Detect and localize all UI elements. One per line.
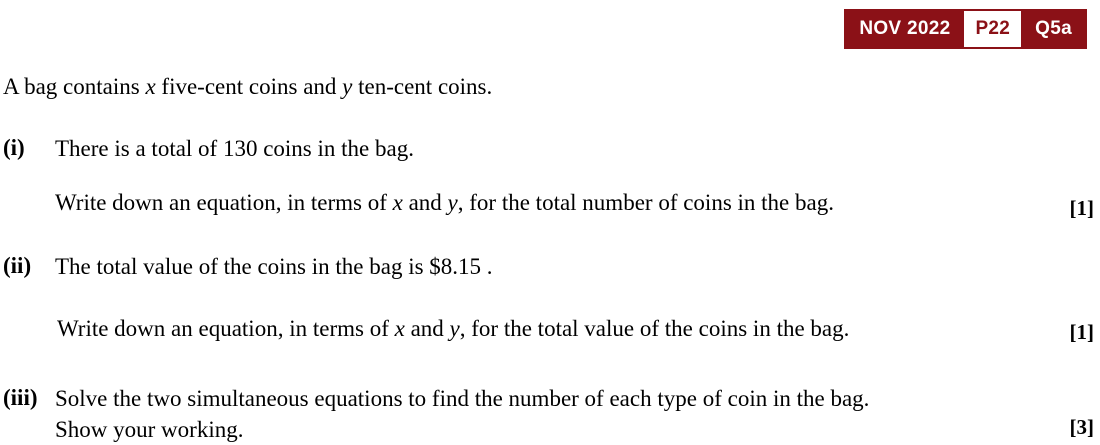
badge-question: Q5a: [1035, 18, 1072, 39]
part-label-iii: (iii): [3, 385, 38, 410]
question-stem: A bag contains x five-cent coins and y ten-cent coins.: [3, 74, 493, 99]
part-iii-line1: Solve the two simultaneous equations to find the number of each type of coin in the bag.: [55, 386, 870, 411]
question-part-iii: [3, 383, 1093, 445]
part-label-i: (i): [3, 135, 25, 160]
badge-session: NOV 2022: [859, 18, 951, 39]
part-iii-body: [55, 383, 1093, 445]
badge-paper: P22: [964, 11, 1021, 47]
part-i-marks: [1]: [1069, 196, 1094, 220]
part-iii-marks: [3]: [1069, 415, 1094, 439]
question-part-ii: [3, 251, 1093, 282]
part-ii-marks: [1]: [1069, 320, 1094, 344]
part-ii-line1: The total value of the coins in the bag is $8.15 .: [55, 254, 493, 279]
part-ii-line2: Write down an equation, in terms of x and y, for the total value of the coins in the bag.: [57, 316, 850, 341]
part-i-line1: There is a total of 130 coins in the bag.: [55, 136, 414, 161]
part-iii-line2: Show your working.: [55, 417, 244, 443]
part-label-ii: (ii): [3, 253, 32, 278]
exam-badge: [844, 9, 1087, 49]
part-i-line2: Write down an equation, in terms of x and y, for the total number of coins in the bag.: [55, 190, 834, 215]
question-part-i: [3, 133, 1093, 164]
